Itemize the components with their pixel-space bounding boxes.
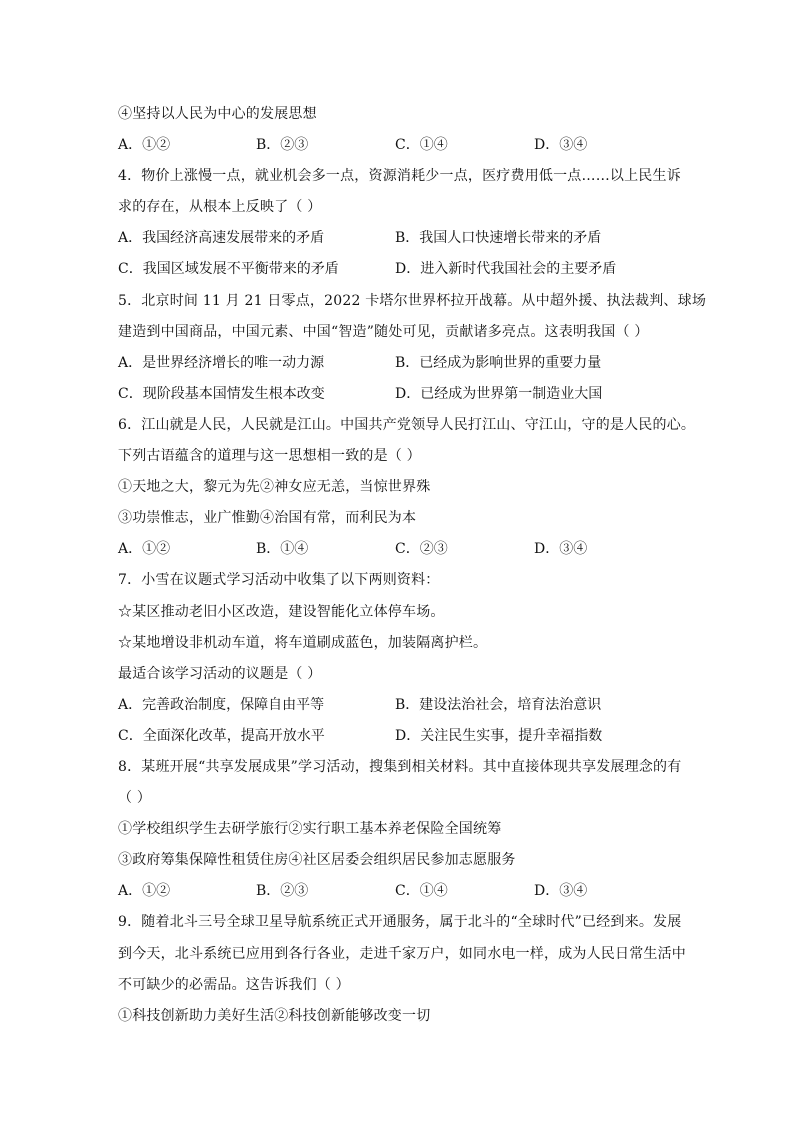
q6-option-d: D．③④ — [534, 541, 588, 558]
q5-options-row-2 — [118, 379, 688, 410]
q8-stem-line-2: （ ） — [118, 790, 152, 807]
q3-options — [118, 130, 688, 161]
q6-option-c: C．②③ — [395, 541, 448, 558]
q8-options — [118, 876, 688, 907]
q8-stem-line-1: 8．某班开展“共享发展成果”学习活动，搜集到相关材料。其中直接体现共享发展理念的有 — [118, 758, 682, 775]
q6-option-b: B．①④ — [256, 541, 309, 558]
q5-option-d: D．已经成为世界第一制造业大国 — [395, 385, 603, 402]
q5-options-row-1 — [118, 348, 688, 379]
q6-options — [118, 534, 688, 565]
q7-question: 最适合该学习活动的议题是（ ） — [118, 665, 322, 682]
q4-options-row-2 — [118, 254, 688, 285]
q9-stem-line-3: 不可缺少的必需品。这告诉我们（ ） — [118, 976, 350, 993]
q6-stem-line-1: 6．江山就是人民，人民就是江山。中国共产党领导人民打江山、守江山，守的是人民的心。 — [118, 416, 696, 433]
q5-option-c: C．现阶段基本国情发生根本改变 — [118, 385, 325, 402]
q7-option-a: A．完善政治制度，保障自由平等 — [118, 696, 325, 713]
q8-option-c: C．①④ — [395, 883, 448, 900]
q6-statements-1-2: ①天地之大，黎元为先②神女应无恙，当惊世界殊 — [118, 479, 431, 496]
q4-options-row-1 — [118, 223, 688, 254]
q5-stem-line-1: 5．北京时间 11 月 21 日零点，2022 卡塔尔世界杯拉开战幕。从中超外援、执法裁判、球场 — [118, 292, 707, 309]
q4-option-c: C．我国区域发展不平衡带来的矛盾 — [118, 261, 339, 278]
q8-statements-1-2: ①学校组织学生去研学旅行②实行职工基本养老保险全国统筹 — [118, 821, 502, 838]
q9-stem-line-2: 到今天，北斗系统已应用到各行各业，走进千家万户，如同水电一样，成为人民日常生活中 — [118, 945, 686, 962]
q4-option-b: B．我国人口快速增长带来的矛盾 — [395, 230, 602, 247]
q7-stem-line-1: 7．小雪在议题式学习活动中收集了以下两则资料： — [118, 572, 440, 589]
q3-option-c: C．①④ — [395, 137, 448, 154]
q3-option-b: B．②③ — [256, 137, 309, 154]
q4-option-a: A．我国经济高速发展带来的矛盾 — [118, 230, 325, 247]
q8-statements-3-4: ③政府筹集保障性租赁住房④社区居委会组织居民参加志愿服务 — [118, 852, 516, 869]
q7-option-b: B．建设法治社会，培育法治意识 — [395, 696, 602, 713]
q9-stem-line-1: 9．随着北斗三号全球卫星导航系统正式开通服务，属于北斗的“全球时代”已经到来。发展 — [118, 914, 682, 931]
q6-stem-line-2: 下列古语蕴含的道理与这一思想相一致的是（ ） — [118, 448, 421, 465]
q6-statements-3-4: ③功崇惟志，业广惟勤④治国有常，而利民为本 — [118, 510, 417, 527]
q8-option-d: D．③④ — [534, 883, 588, 900]
q5-option-a: A．是世界经济增长的唯一动力源 — [118, 354, 325, 371]
q6-option-a: A．①② — [118, 541, 171, 558]
q5-stem-line-2: 建造到中国商品，中国元素、中国“智造”随处可见，贡献诸多亮点。这表明我国（ ） — [118, 323, 649, 340]
q7-options-row-2 — [118, 721, 688, 752]
q8-option-a: A．①② — [118, 883, 171, 900]
q8-option-b: B．②③ — [256, 883, 309, 900]
question-list — [118, 99, 707, 1032]
q7-material-1: ☆某区推动老旧小区改造，建设智能化立体停车场。 — [118, 603, 445, 620]
q7-option-d: D．关注民生实事，提升幸福指数 — [395, 727, 603, 744]
q9-statements-1-2: ①科技创新助力美好生活②科技创新能够改变一切 — [118, 1007, 431, 1024]
q4-stem-line-2: 求的存在，从根本上反映了（ ） — [118, 199, 322, 216]
q7-option-c: C．全面深化改革，提高开放水平 — [118, 727, 325, 744]
q3-option-a: A．①② — [118, 137, 171, 154]
q7-options-row-1 — [118, 690, 688, 721]
q7-material-2: ☆某地增设非机动车道，将车道刷成蓝色，加装隔离护栏。 — [118, 634, 488, 651]
q3-option-d: D．③④ — [534, 137, 588, 154]
q4-option-d: D．进入新时代我国社会的主要矛盾 — [395, 261, 617, 278]
q4-stem-line-1: 4．物价上涨慢一点，就业机会多一点，资源消耗少一点，医疗费用低一点……以上民生诉 — [118, 168, 681, 185]
q5-option-b: B．已经成为影响世界的重要力量 — [395, 354, 602, 371]
q3-statement-4: ④坚持以人民为中心的发展思想 — [118, 106, 317, 122]
